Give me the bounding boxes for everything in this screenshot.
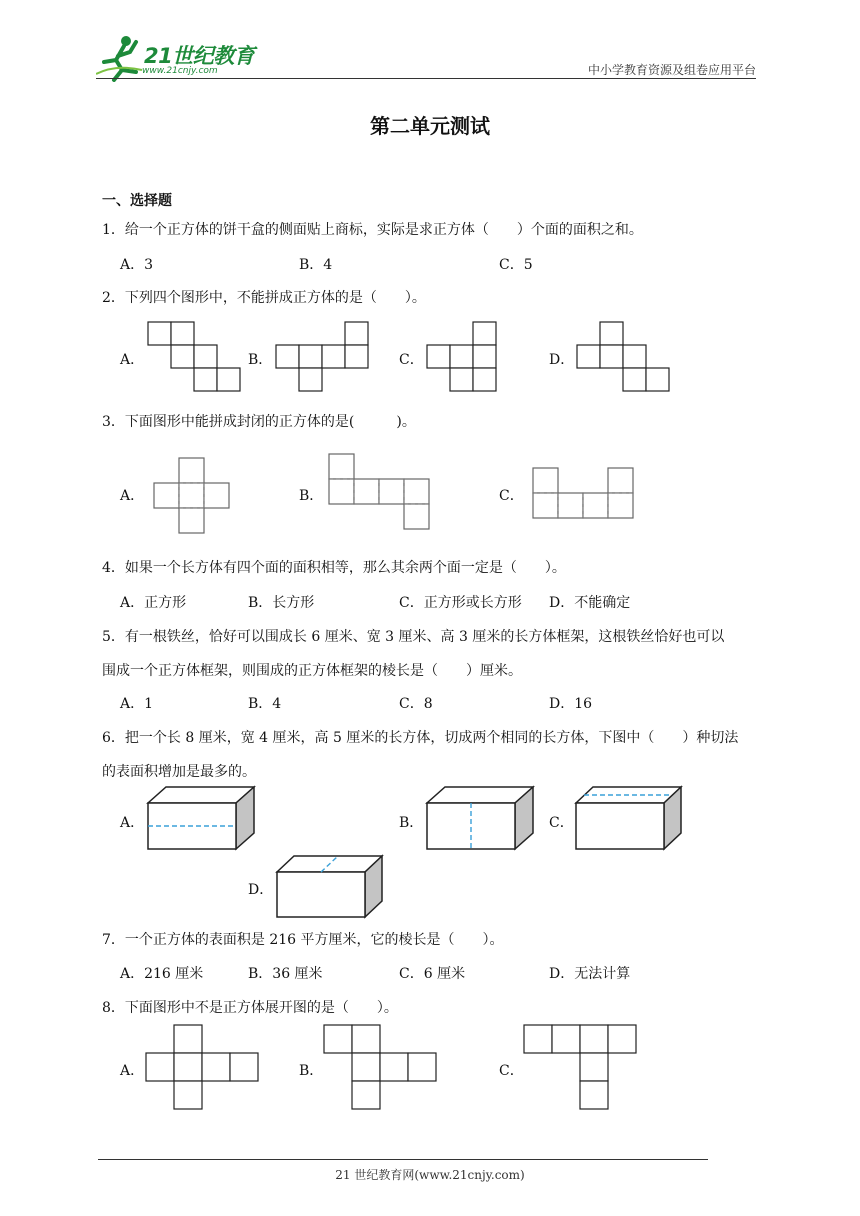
q2-option-a[interactable]: A． — [120, 352, 145, 368]
q3-option-b[interactable]: B． — [299, 488, 324, 504]
logo-url: www.21cnjy.com — [142, 66, 218, 76]
question-1: 1．给一个正方体的饼干盒的侧面贴上商标，实际是求正方体（ ）个面的面积之和。 — [102, 222, 643, 238]
q6-option-c[interactable]: C． — [549, 815, 574, 831]
q6-option-b[interactable]: B． — [399, 815, 424, 831]
q2-option-c[interactable]: C． — [399, 352, 424, 368]
q5-option-a[interactable]: A．1 — [120, 696, 154, 712]
q6-box-c — [576, 787, 681, 849]
question-6: 6．把一个长 8 厘米，宽 4 厘米，高 5 厘米的长方体，切成两个相同的长方体，下图中（ ）种切法 — [102, 730, 739, 746]
q2-option-b[interactable]: B． — [248, 352, 273, 368]
q7-option-d[interactable]: D．无法计算 — [549, 966, 631, 982]
q5-option-b[interactable]: B．4 — [248, 696, 282, 712]
q5-option-c[interactable]: C．8 — [399, 696, 433, 712]
footer-divider — [98, 1159, 708, 1160]
q8-option-c[interactable]: C． — [499, 1063, 524, 1079]
q2-option-d[interactable]: D． — [549, 352, 575, 368]
q4-option-a[interactable]: A．正方形 — [120, 595, 187, 611]
q6-box-d — [277, 856, 382, 917]
question-7: 7．一个正方体的表面积是 216 平方厘米，它的棱长是（ ）。 — [102, 932, 504, 948]
q7-option-c[interactable]: C．6 厘米 — [399, 966, 466, 982]
q1-option-c[interactable]: C．5 — [499, 257, 533, 273]
q8-option-a[interactable]: A． — [120, 1063, 145, 1079]
question-4: 4．如果一个长方体有四个面的面积相等，那么其余两个面一定是（ ）。 — [102, 560, 566, 576]
q3-option-a[interactable]: A． — [120, 488, 145, 504]
q6-option-d[interactable]: D． — [248, 882, 274, 898]
platform-label: 中小学教育资源及组卷应用平台 — [587, 63, 756, 77]
q1-option-b[interactable]: B．4 — [299, 257, 333, 273]
q1-option-a[interactable]: A．3 — [120, 257, 154, 273]
question-5: 5．有一根铁丝，恰好可以围成长 6 厘米、宽 3 厘米、高 3 厘米的长方体框架，这根铁丝恰好也可以 — [102, 629, 725, 645]
q4-option-b[interactable]: B．长方形 — [248, 595, 315, 611]
q2-net-d — [577, 322, 669, 391]
q7-option-b[interactable]: B．36 厘米 — [248, 966, 323, 982]
question-3: 3．下面图形中能拼成封闭的正方体的是( )。 — [102, 414, 416, 430]
q3-option-c[interactable]: C． — [499, 488, 524, 504]
footer-text[interactable]: 21 世纪教育网(www.21cnjy.com) — [335, 1168, 525, 1182]
q7-option-a[interactable]: A．216 厘米 — [120, 966, 204, 982]
q6-box-b — [427, 787, 533, 849]
logo-text: 21世纪教育 — [144, 44, 255, 68]
q4-option-d[interactable]: D．不能确定 — [549, 595, 631, 611]
q3-net-a — [154, 458, 229, 533]
q3-net-b — [329, 454, 429, 529]
question-5-cont: 围成一个正方体框架，则围成的正方体框架的棱长是（ ）厘米。 — [102, 663, 522, 679]
q5-option-d[interactable]: D．16 — [549, 696, 593, 712]
q4-option-c[interactable]: C．正方形或长方形 — [399, 595, 522, 611]
q2-net-a — [148, 322, 240, 391]
q8-net-a — [146, 1025, 258, 1109]
q8-net-b — [324, 1025, 436, 1109]
q3-net-c — [533, 468, 633, 518]
q8-net-c — [524, 1025, 636, 1109]
q6-option-a[interactable]: A． — [120, 815, 145, 831]
question-6-cont: 的表面积增加是最多的。 — [102, 764, 256, 780]
q6-box-a — [148, 787, 254, 849]
page-title: 第二单元测试 — [370, 114, 490, 138]
question-8: 8．下面图形中不是正方体展开图的是（ ）。 — [102, 1000, 398, 1016]
question-2: 2．下列四个图形中，不能拼成正方体的是（ ）。 — [102, 290, 426, 306]
q2-net-b — [276, 322, 368, 391]
q8-option-b[interactable]: B． — [299, 1063, 324, 1079]
section-heading: 一、选择题 — [102, 193, 172, 209]
q2-net-c — [427, 322, 496, 391]
